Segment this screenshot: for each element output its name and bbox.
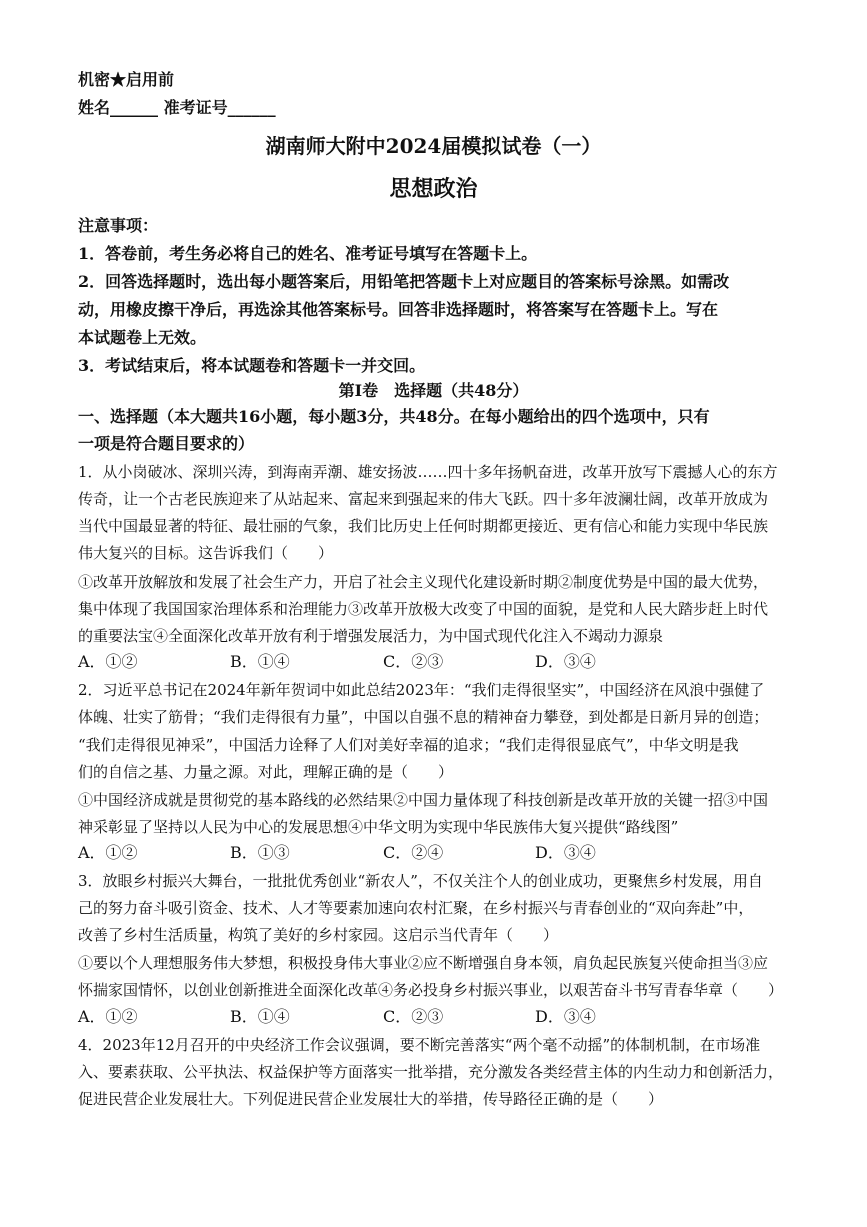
notes-heading: 注意事项： — [78, 216, 159, 235]
q2-option-c[interactable]: C．②④ — [383, 843, 444, 862]
exam-title: 湖南师大附中2024届模拟试卷（一） — [265, 134, 602, 158]
q3-option-d[interactable]: D．③④ — [535, 1007, 596, 1026]
q1-option-c[interactable]: C．②③ — [383, 652, 444, 671]
confidential-mark: 机密★启用前 — [78, 70, 175, 89]
subject-title: 思想政治 — [389, 176, 478, 202]
q1-statements-3: 的重要法宝④全面深化改革开放有利于增强发展活力，为中国式现代化注入不竭动力源泉 — [78, 627, 664, 645]
q3-stem-1: 3．放眼乡村振兴大舞台，一批批优秀创业“新农人”，不仅关注个人的创业成功，更聚焦乡村发展，用自 — [78, 872, 763, 890]
section-1-instructions-2: 一项是符合题目要求的） — [78, 434, 255, 453]
q4-stem-2: 入、要素获取、公平执法、权益保护等方面落实一批举措，充分激发各类经营主体的内生动力和创新活力， — [78, 1063, 784, 1081]
q1-option-b[interactable]: B．①④ — [230, 652, 290, 671]
q4-stem-3: 促进民营企业发展壮大。下列促进民营企业发展壮大的举措，传导路径正确的是（ ） — [78, 1090, 664, 1108]
q3-statements-1: ①要以个人理想服务伟大梦想，积极投身伟大事业②应不断增强自身本领，肩负起民族复兴使命担当③应 — [78, 954, 769, 972]
q2-option-a[interactable]: A．①② — [78, 843, 138, 862]
q3-stem-2: 己的努力奋斗吸引资金、技术、人才等要素加速向农村汇聚，在乡村振兴与青春创业的“双向奔赴”中， — [78, 899, 754, 917]
q3-stem-3: 改善了乡村生活质量，构筑了美好的乡村家园。这启示当代青年（ ） — [78, 926, 559, 944]
q1-stem-2: 传奇，让一个古老民族迎来了从站起来、富起来到强起来的伟大飞跃。四十多年波澜壮阔，改革开放成为 — [78, 490, 769, 508]
q1-stem-3: 当代中国最显著的特征、最壮丽的气象，我们比历史上任何时期都更接近、更有信心和能力实现中华民族 — [78, 517, 769, 535]
q1-option-a[interactable]: A．①② — [78, 652, 138, 671]
q3-statements-2: 怀揣家国情怀，以创业创新推进全面深化改革④务必投身乡村振兴事业，以艰苦奋斗书写青春华章（ ） — [78, 981, 784, 999]
q1-option-d[interactable]: D．③④ — [535, 652, 596, 671]
q1-statements-1: ①改革开放解放和发展了社会生产力，开启了社会主义现代化建设新时期②制度优势是中国的最大优势， — [78, 573, 769, 591]
part-1-heading: 第Ⅰ卷 选择题（共48分） — [338, 381, 529, 400]
q3-option-c[interactable]: C．②③ — [383, 1007, 444, 1026]
note-3: 3．考试结束后，将本试题卷和答题卡一并交回。 — [78, 356, 426, 375]
note-1: 1．答卷前，考生务必将自己的姓名、准考证号填写在答题卡上。 — [78, 244, 538, 263]
name-id-line: 姓名______ 准考证号______ — [78, 98, 276, 117]
note-2-line-1: 2．回答选择题时，选出每小题答案后，用铅笔把答题卡上对应题目的答案标号涂黑。如需改 — [78, 272, 730, 291]
q3-option-a[interactable]: A．①② — [78, 1007, 138, 1026]
q2-statements-1: ①中国经济成就是贯彻党的基本路线的必然结果②中国力量体现了科技创新是改革开放的关键一招③中国 — [78, 791, 769, 809]
q3-option-b[interactable]: B．①④ — [230, 1007, 290, 1026]
q2-statements-2: 神采彰显了坚持以人民为中心的发展思想④中华文明为实现中华民族伟大复兴提供“路线图” — [78, 818, 679, 836]
q2-stem-4: 们的自信之基、力量之源。对此，理解正确的是（ ） — [78, 763, 454, 781]
q2-option-d[interactable]: D．③④ — [535, 843, 596, 862]
note-2-line-2: 动，用橡皮擦干净后，再选涂其他答案标号。回答非选择题时，将答案写在答题卡上。写在 — [78, 300, 719, 319]
q2-stem-1: 2．习近平总书记在2024年新年贺词中如此总结2023年：“我们走得很坚实”，中国经济在风浪中强健了 — [78, 681, 765, 699]
q2-option-b[interactable]: B．①③ — [230, 843, 290, 862]
note-2-line-3: 本试题卷上无效。 — [78, 328, 207, 347]
q1-stem-1: 1．从小岗破冰、深圳兴涛，到海南弄潮、雄安扬波……四十多年扬帆奋进，改革开放写下震撼人心的东方 — [78, 463, 778, 481]
section-1-instructions-1: 一、选择题（本大题共16小题，每小题3分，共48分。在每小题给出的四个选项中，只有 — [78, 407, 710, 426]
q1-statements-2: 集中体现了我国国家治理体系和治理能力③改革开放极大改变了中国的面貌，是党和人民大踏步赶上时代 — [78, 600, 769, 618]
q2-stem-2: 体魄、壮实了筋骨；“我们走得很有力量”，中国以自强不息的精神奋力攀登，到处都是日新月异的创造； — [78, 708, 769, 726]
q1-stem-4: 伟大复兴的目标。这告诉我们（ ） — [78, 544, 334, 562]
q2-stem-3: “我们走得很见神采”，中国活力诠释了人们对美好幸福的追求；“我们走得很显底气”，中华文明是我 — [78, 736, 739, 754]
q4-stem-1: 4．2023年12月召开的中央经济工作会议强调，要不断完善落实“两个毫不动摇”的体制机制，在市场准 — [78, 1036, 761, 1054]
